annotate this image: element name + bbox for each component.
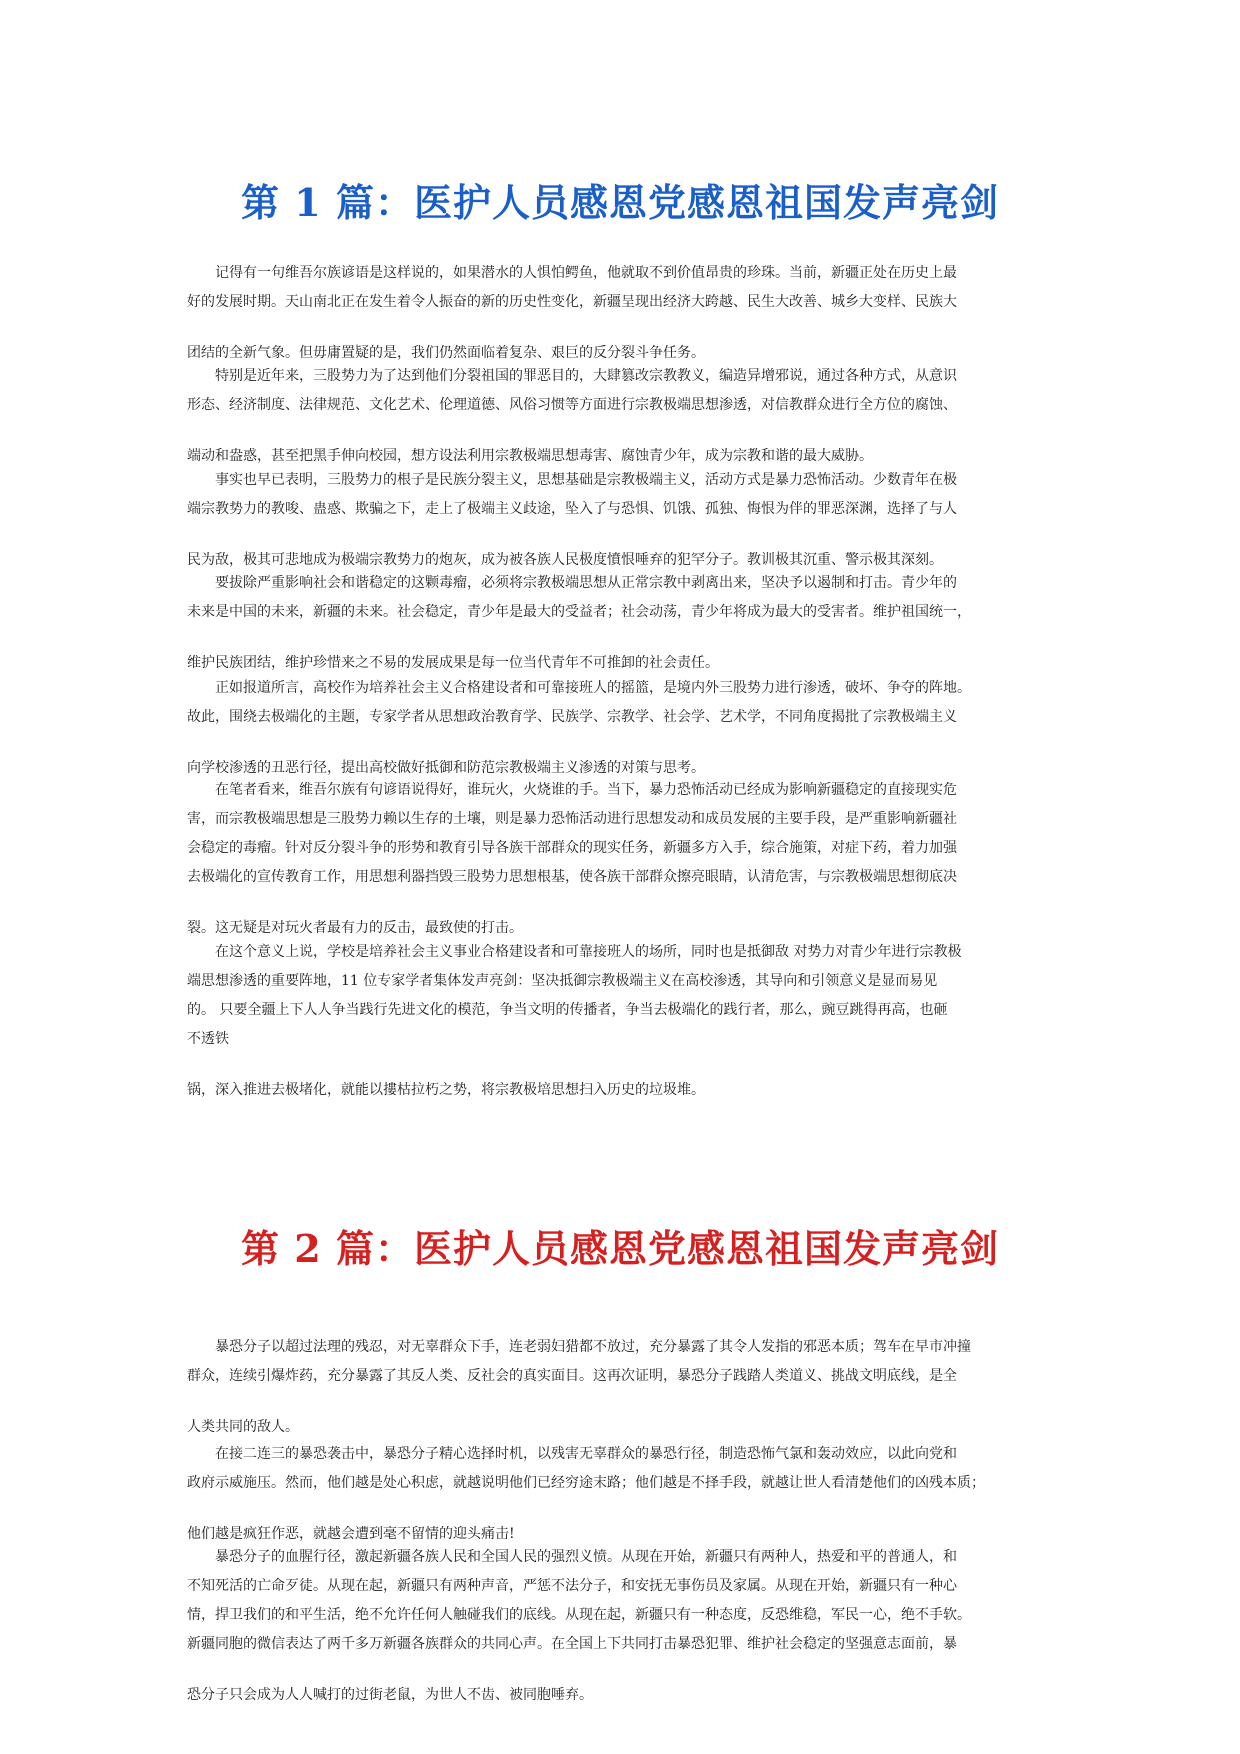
article-1-paragraph-1 <box>187 259 1051 368</box>
paragraph-line: 暴恐分子以超过法理的残忍，对无辜群众下手，连老弱妇猎都不放过，充分暴露了其令人发指的邪恶本质；驾车在早市冲撞 <box>215 1339 971 1355</box>
paragraph-line: 情，捍卫我们的和平生活，绝不允许任何人触碰我们的底线。从现在起，新疆只有一种态度，反恐维稳，军民一心，绝不手软。 <box>187 1607 971 1623</box>
paragraph-line: 维护民族团结，维护珍惜来之不易的发展成果是每一位当代青年不可推卸的社会责任。 <box>187 655 719 671</box>
paragraph-line: 害，而宗教极端思想是三股势力赖以生存的土壤，则是暴力恐怖活动进行思想发动和成员发展的主要手段，是严重影响新疆社 <box>187 811 957 827</box>
paragraph-line: 端宗教势力的教唆、蛊惑、欺骗之下，走上了极端主义歧途，坠入了与恐惧、饥饿、孤独、悔恨为伴的罪恶深渊，选择了与人 <box>187 501 957 517</box>
paragraph-line: 民为敌，极其可悲地成为极端宗教势力的炮灰，成为被各族人民极度憤恨唾弃的犯罕分子。教训极其沉重、警示极其深刻。 <box>187 552 943 568</box>
article-1-title: 第 1 篇：医护人员感恩党感恩祖国发声亮剑 <box>241 180 999 225</box>
paragraph-line: 会稳定的毒瘤。针对反分裂斗争的形势和教育引导各族干部群众的现实任务，新疆多方入手，综合施策，对症下药，着力加强 <box>187 840 957 856</box>
paragraph-line: 要拔除严重影响社会和谐稳定的这颗毒瘤，必须将宗教极端思想从正常宗教中剥离出来，坚决予以遏制和打击。青少年的 <box>215 575 957 591</box>
paragraph-line: 在笔者看来，维吾尔族有句谚语说得好，谁玩火，火烧谁的手。当下，暴力恐怖活动已经成为影响新疆稳定的直接现实危 <box>215 782 957 798</box>
paragraph-line: 群众，连续引爆炸药，充分暴露了其反人类、反社会的真实面目。这再次证明，暴恐分子践踏人类道义、挑战文明底线，是全 <box>187 1368 957 1384</box>
paragraph-line: 他们越是疯狂作恶，就越会遭到毫不留情的迎头痛击! <box>187 1526 515 1542</box>
paragraph-line: 的。 只要全疆上下人人争当践行先进文化的模范，争当文明的传播者，争当去极端化的践行者，那么，豌豆跳得再高，也砸 <box>187 1002 948 1018</box>
paragraph-line: 记得有一句维吾尔族谚语是这样说的，如果潜水的人惧怕鳄鱼，他就取不到价值昂贵的珍珠。当前，新疆正处在历史上最 <box>215 265 957 281</box>
article-2-paragraph-3 <box>187 1543 1051 1710</box>
paragraph-line: 在这个意义上说，学校是培养社会主义事业合格建设者和可靠接班人的场所，同时也是抵御敌 对势力对青少年进行宗教极 <box>215 944 962 960</box>
article-1-paragraph-5 <box>187 674 1051 783</box>
paragraph-line: 向学校渗透的丑恶行径，提出高校做好抵御和防范宗教极端主义渗透的对策与思考。 <box>187 760 705 776</box>
paragraph-line: 好的发展时期。天山南北正在发生着令人振奋的新的历史性变化，新疆呈现出经济大跨越、民生大改善、城乡大变样、民族大 <box>187 294 957 310</box>
paragraph-line: 端思想渗透的重要阵地，11 位专家学者集体发声亮剑：坚决抵御宗教极端主义在高校渗透，其导向和引领意义是显而易见 <box>187 973 938 989</box>
paragraph-line: 未来是中国的未来，新疆的未来。社会稳定，青少年是最大的受益者；社会动荡，青少年将成为最大的受害者。维护祖国统一， <box>187 604 971 620</box>
paragraph-line: 故此，围绕去极端化的主题，专家学者从思想政治教育学、民族学、宗教学、社会学、艺术学，不同角度揭批了宗教极端主义 <box>187 709 957 725</box>
paragraph-line: 团结的全新气象。但毋庸置疑的是，我们仍然面临着复杂、艰巨的反分裂斗争任务。 <box>187 345 705 361</box>
paragraph-line: 裂。这无疑是对玩火者最有力的反击，最致使的打击。 <box>187 920 523 936</box>
paragraph-line: 人类共同的敌人。 <box>187 1419 299 1435</box>
paragraph-line: 在接二连三的暴恐袭击中，暴恐分子精心选择时机，以残害无辜群众的暴恐行径，制造恐怖气氯和轰动效应，以此向党和 <box>215 1446 957 1462</box>
paragraph-line: 政府示威施压。然而，他们越是处心积虑，就越说明他们已经穷途末路；他们越是不择手段，就越让世人看清楚他们的凶残本质； <box>187 1475 985 1491</box>
paragraph-line: 事实也早已表明，三股势力的根子是民族分裂主义，思想基础是宗教极端主义，活动方式是暴力恐怖活动。少数青年在极 <box>215 472 957 488</box>
paragraph-line: 不知死活的亡命歹徒。从现在起，新疆只有两种声音，严惩不法分子，和安抚无事伤员及家属。从现在开始，新疆只有一种心 <box>187 1578 957 1594</box>
paragraph-line: 去极端化的宣传教育工作，用思想利器挡毁三股势力思想根基，使各族干部群众擦亮眼睛，认清危害，与宗教极端思想彻底决 <box>187 869 957 885</box>
paragraph-line: 形态、经济制度、法律规范、文化艺术、伦理道德、风俗习惯等方面进行宗教极端思想渗透，对信教群众进行全方位的腐蚀、 <box>187 397 957 413</box>
paragraph-line: 恐分子只会成为人人喊打的过街老鼠，为世人不齿、被同胞唾弃。 <box>187 1687 593 1703</box>
article-1-paragraph-3 <box>187 466 1051 575</box>
paragraph-line: 新疆同胞的微信表达了两千多万新疆各族群众的共同心声。在全国上下共同打击暴恐犯罪、维护社会稳定的坚强意志面前，暴 <box>187 1636 957 1652</box>
article-1-paragraph-7 <box>187 938 1051 1105</box>
paragraph-line: 正如报道所言，高校作为培养社会主义合格建设者和可靠接班人的摇篮，是境内外三股势力进行渗透，破坏、争夺的阵地。 <box>215 680 971 696</box>
paragraph-line: 暴恐分子的血腥行径，激起新疆各族人民和全国人民的强烈义愤。从现在开始，新疆只有两种人，热爱和平的普通人，和 <box>215 1549 957 1565</box>
paragraph-line: 不透铁 <box>187 1031 229 1047</box>
article-2-paragraph-2 <box>187 1440 1051 1549</box>
article-2-title: 第 2 篇：医护人员感恩党感恩祖国发声亮剑 <box>241 1226 999 1271</box>
article-1-paragraph-2 <box>187 362 1051 471</box>
paragraph-line: 锅，深入推进去极堵化，就能以摟枯拉朽之势，将宗教极培思想扫入历史的垃圾堆。 <box>187 1082 705 1098</box>
article-2-paragraph-1 <box>187 1333 1051 1442</box>
paragraph-line: 特别是近年来，三股势力为了达到他们分裂祖国的罪恶目的，大肆篡改宗教教义，编造异增邪说，通过各种方式，从意识 <box>215 368 957 384</box>
article-1-paragraph-6 <box>187 776 1051 943</box>
paragraph-line: 端动和盎惑，甚至把黑手伸向校园，想方设法利用宗教极端思想毒害、腐蚀青少年，成为宗教和谐的最大威胁。 <box>187 448 873 464</box>
article-1-paragraph-4 <box>187 569 1051 678</box>
